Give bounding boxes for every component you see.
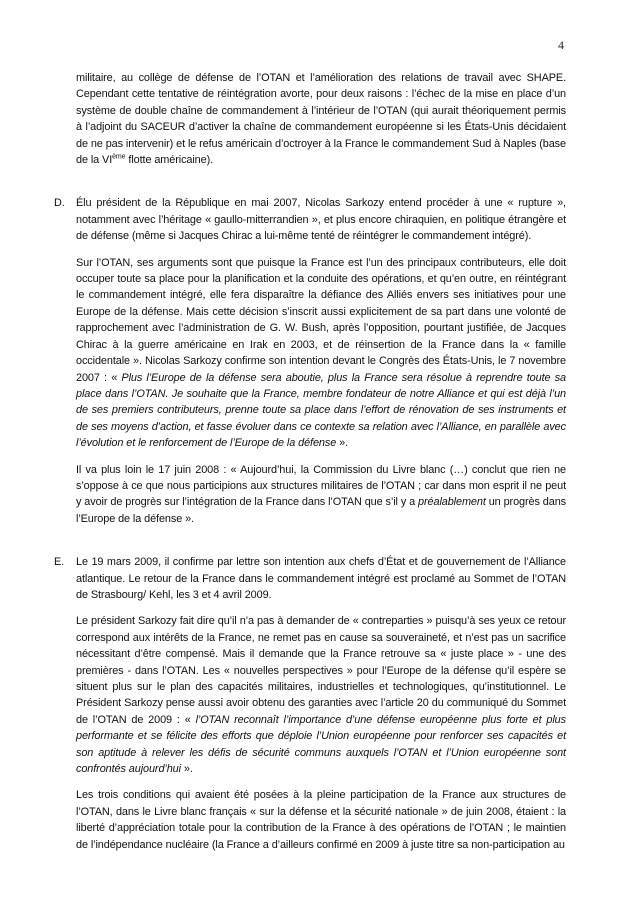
section-d [54, 195, 566, 527]
section-e [54, 554, 566, 853]
text-run: un progrès dans l’Europe de la défense ». [76, 496, 566, 525]
text-run: flotte américaine). [125, 154, 214, 167]
document-body [54, 70, 566, 853]
section-e-paragraph-3: Les trois conditions qui avaient été posées à la pleine participation de la France aux structures de l’OTAN, dans le Livre blanc français « sur la défense et la sécurité nationale » de juin 2008, étaient : la liberté d’appréciation totale pour la contribution de la France à des opérations de l’OTAN ; le maintien de l’indépendance nucléaire (la France a d’ailleurs confirmé en 2009 à juste titre sa non-participation au [76, 789, 566, 851]
quotation: l’OTAN reconnaît l’importance d’une défense européenne plus forte et plus performante et se félicite des efforts que déploie l’Union européenne pour renforcer ses capacités et son aptitude à relever les défis de sécurité communs auxquels l’OTAN et l’Union européenne sont confrontés aujourd’hui [76, 713, 566, 776]
text-run: ». [336, 437, 348, 450]
quotation: Plus l’Europe de la défense sera aboutie, plus la France sera résolue à reprendre toute sa place dans l’OTAN. Je souhaite que la France, membre fondateur de notre Alliance et qui est déjà l’un de ses premiers contributeurs, prenne toute sa place dans l’effort de rénovation de ses instruments et de ses moyens d’action, et fasse évoluer dans ce contexte sa relation avec l’Alliance, en parallèle avec l’évolution et le renforcement de l’Europe de la défense [76, 371, 566, 450]
section-e-paragraph-1: Le 19 mars 2009, il confirme par lettre son intention aux chefs d’État et de gouvernement de l’Alliance atlantique. Le retour de la France dans le commandement intégré est proclamé au Sommet de l’OTAN de Strasbourg/ Kehl, les 3 et 4 avril 2009. [76, 556, 566, 601]
emphasis: préalablement [418, 496, 486, 509]
text-run: Sur l’OTAN, ses arguments sont que puisque la France est l’un des principaux contributeurs, elle doit occuper toute sa place pour la planification et la conduite des opérations, et qu’en outre, en réintégrant le commandement intégré, elle fera disparaître la défiance des Alliés envers ses initiatives pour une Europe de la défense. Mais cette décision s’inscrit aussi explicitement de sa part dans une volonté de rapprochement avec l’administration de G. W. Bush, après l’opposition, pourtant justifiée, de Jacques Chirac à la guerre américaine en Irak en 2003, et de réinsertion de la France dans la « famille occidentale ». Nicolas Sarkozy confirme son intention devant le Congrès des États-Unis, le 7 novembre 2007 : « [76, 256, 566, 384]
page-number: 4 [558, 38, 564, 52]
text-run: ». [180, 763, 193, 776]
section-letter: E. [54, 556, 65, 569]
section-d-paragraph-1: Élu président de la République en mai 2007, Nicolas Sarkozy entend procéder à une « rupture », notamment avec l’héritage « gaullo-mitterrandien », et plus encore chiraquien, en politique étrangère et de défense (même si Jacques Chirac a lui-même tenté de réintégrer le commandement intégré). [76, 197, 566, 243]
section-d-paragraph-3 [76, 462, 566, 528]
section-d-paragraph-2 [76, 255, 566, 452]
text-run: Le président Sarkozy fait dire qu’il n’a pas à demander de « contreparties » puisqu’à ses yeux ce retour correspond aux intérêts de la France, ne remet pas en cause sa souveraineté, et n’est pas un sacrifice nécessitant d’être compensé. Mais il demande que la France retrouve sa « juste place » - une des premières - dans l’OTAN. Les « nouvelles perspectives » pour l’Europe de la défense qu’il espère se situent plus sur le plan des capacités militaires, industrielles et technologiques, qu’institutionnel. Le Président Sarkozy pense aussi avoir obtenu des garanties avec l’article 20 du communiqué du Sommet de l’OTAN de 2009 : « [76, 615, 566, 726]
section-letter: D. [54, 197, 65, 210]
continuation-paragraph [76, 70, 566, 168]
text-run: militaire, au collège de défense de l’OTAN et l’amélioration des relations de travail avec SHAPE. Cependant cette tentative de réintégration avorte, pour deux raisons : l’échec de la mise en place d’un système de double chaîne de commandement à l’intérieur de l’OTAN (qui aurait théoriquement permis à l’adjoint du SACEUR d’activer la chaîne de commandement européenne si les États-Unis décidaient de ne pas intervenir) et le refus américain d’octroyer à la France le commandement Sud à Naples (base de la VI [76, 72, 566, 167]
superscript: ème [112, 153, 126, 161]
section-e-paragraph-2 [76, 613, 566, 777]
text-run: Il va plus loin le 17 juin 2008 : « Aujourd’hui, la Commission du Livre blanc (…) conclut que rien ne s’oppose à ce que nous participions aux structures militaires de l’OTAN ; car dans mon esprit il ne peut y avoir de progrès sur l’intégration de la France dans l’OTAN que s’il y a [76, 463, 566, 509]
